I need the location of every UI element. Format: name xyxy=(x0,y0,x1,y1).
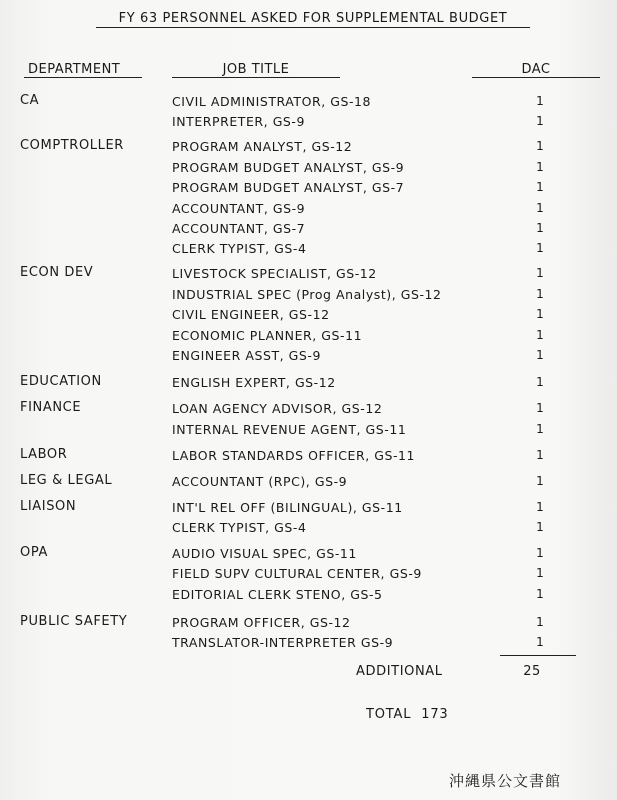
dac-count: 1 xyxy=(536,201,544,215)
department-label: LEG & LEGAL xyxy=(20,473,113,488)
department-label: LIAISON xyxy=(20,499,77,514)
dac-count: 1 xyxy=(536,114,544,128)
archive-stamp: 沖縄県公文書館 xyxy=(449,772,562,790)
job-title: PROGRAM BUDGET ANALYST, GS-7 xyxy=(172,180,405,195)
job-title: PROGRAM BUDGET ANALYST, GS-9 xyxy=(172,160,405,175)
dac-count: 1 xyxy=(536,566,544,580)
job-title: INTERNAL REVENUE AGENT, GS-11 xyxy=(172,422,407,437)
job-title: FIELD SUPV CULTURAL CENTER, GS-9 xyxy=(172,566,422,581)
total-label: TOTAL xyxy=(366,707,412,722)
department-column-header: DEPARTMENT xyxy=(24,62,142,78)
additional-value: 25 xyxy=(523,664,541,679)
dac-count: 1 xyxy=(536,546,544,560)
dac-count: 1 xyxy=(536,474,544,488)
dac-count: 1 xyxy=(536,635,544,649)
dac-count: 1 xyxy=(536,160,544,174)
department-label: EDUCATION xyxy=(20,374,102,389)
job-title: TRANSLATOR-INTERPRETER GS-9 xyxy=(172,635,394,650)
department-label: ECON DEV xyxy=(20,265,94,280)
dac-count: 1 xyxy=(536,422,544,436)
job-title: INT'L REL OFF (BILINGUAL), GS-11 xyxy=(172,500,403,515)
dac-count: 1 xyxy=(536,500,544,514)
job-title: LIVESTOCK SPECIALIST, GS-12 xyxy=(172,266,377,281)
page-title: FY 63 PERSONNEL ASKED FOR SUPPLEMENTAL BUDGET xyxy=(96,11,530,28)
dac-column-header: DAC xyxy=(472,62,600,78)
job-title: ACCOUNTANT, GS-7 xyxy=(172,221,306,236)
additional-label: ADDITIONAL xyxy=(356,664,443,679)
dac-count: 1 xyxy=(536,180,544,194)
job-title-column-header: JOB TITLE xyxy=(172,62,340,78)
job-title: CIVIL ADMINISTRATOR, GS-18 xyxy=(172,94,372,109)
dac-count: 1 xyxy=(536,221,544,235)
job-title: LABOR STANDARDS OFFICER, GS-11 xyxy=(172,448,416,463)
dac-count: 1 xyxy=(536,328,544,342)
job-title: CLERK TYPIST, GS-4 xyxy=(172,520,307,535)
total-value: 173 xyxy=(421,707,449,722)
job-title: ECONOMIC PLANNER, GS-11 xyxy=(172,328,363,343)
job-title: INTERPRETER, GS-9 xyxy=(172,114,305,129)
dac-count: 1 xyxy=(536,139,544,153)
department-label: PUBLIC SAFETY xyxy=(20,614,128,629)
dac-count: 1 xyxy=(536,401,544,415)
dac-count: 1 xyxy=(536,307,544,321)
job-title: ENGLISH EXPERT, GS-12 xyxy=(172,375,336,390)
dac-count: 1 xyxy=(536,348,544,362)
job-title: LOAN AGENCY ADVISOR, GS-12 xyxy=(172,401,383,416)
dac-count: 1 xyxy=(536,287,544,301)
job-title: CLERK TYPIST, GS-4 xyxy=(172,241,307,256)
department-label: CA xyxy=(20,93,40,108)
dac-count: 1 xyxy=(536,587,544,601)
department-label: OPA xyxy=(20,545,48,560)
job-title: ACCOUNTANT (RPC), GS-9 xyxy=(172,474,348,489)
dac-count: 1 xyxy=(536,615,544,629)
job-title: ENGINEER ASST, GS-9 xyxy=(172,348,321,363)
job-title: CIVIL ENGINEER, GS-12 xyxy=(172,307,330,322)
department-label: FINANCE xyxy=(20,400,82,415)
total-line xyxy=(366,707,448,722)
job-title: AUDIO VISUAL SPEC, GS-11 xyxy=(172,546,357,561)
dac-count: 1 xyxy=(536,448,544,462)
job-title: PROGRAM ANALYST, GS-12 xyxy=(172,139,353,154)
department-label: COMPTROLLER xyxy=(20,138,124,153)
job-title: ACCOUNTANT, GS-9 xyxy=(172,201,306,216)
job-title: INDUSTRIAL SPEC (Prog Analyst), GS-12 xyxy=(172,287,442,302)
dac-count: 1 xyxy=(536,94,544,108)
job-title: EDITORIAL CLERK STENO, GS-5 xyxy=(172,587,383,602)
dac-count: 1 xyxy=(536,266,544,280)
dac-count: 1 xyxy=(536,375,544,389)
sum-divider xyxy=(500,655,576,656)
dac-count: 1 xyxy=(536,520,544,534)
department-label: LABOR xyxy=(20,447,68,462)
job-title: PROGRAM OFFICER, GS-12 xyxy=(172,615,351,630)
dac-count: 1 xyxy=(536,241,544,255)
